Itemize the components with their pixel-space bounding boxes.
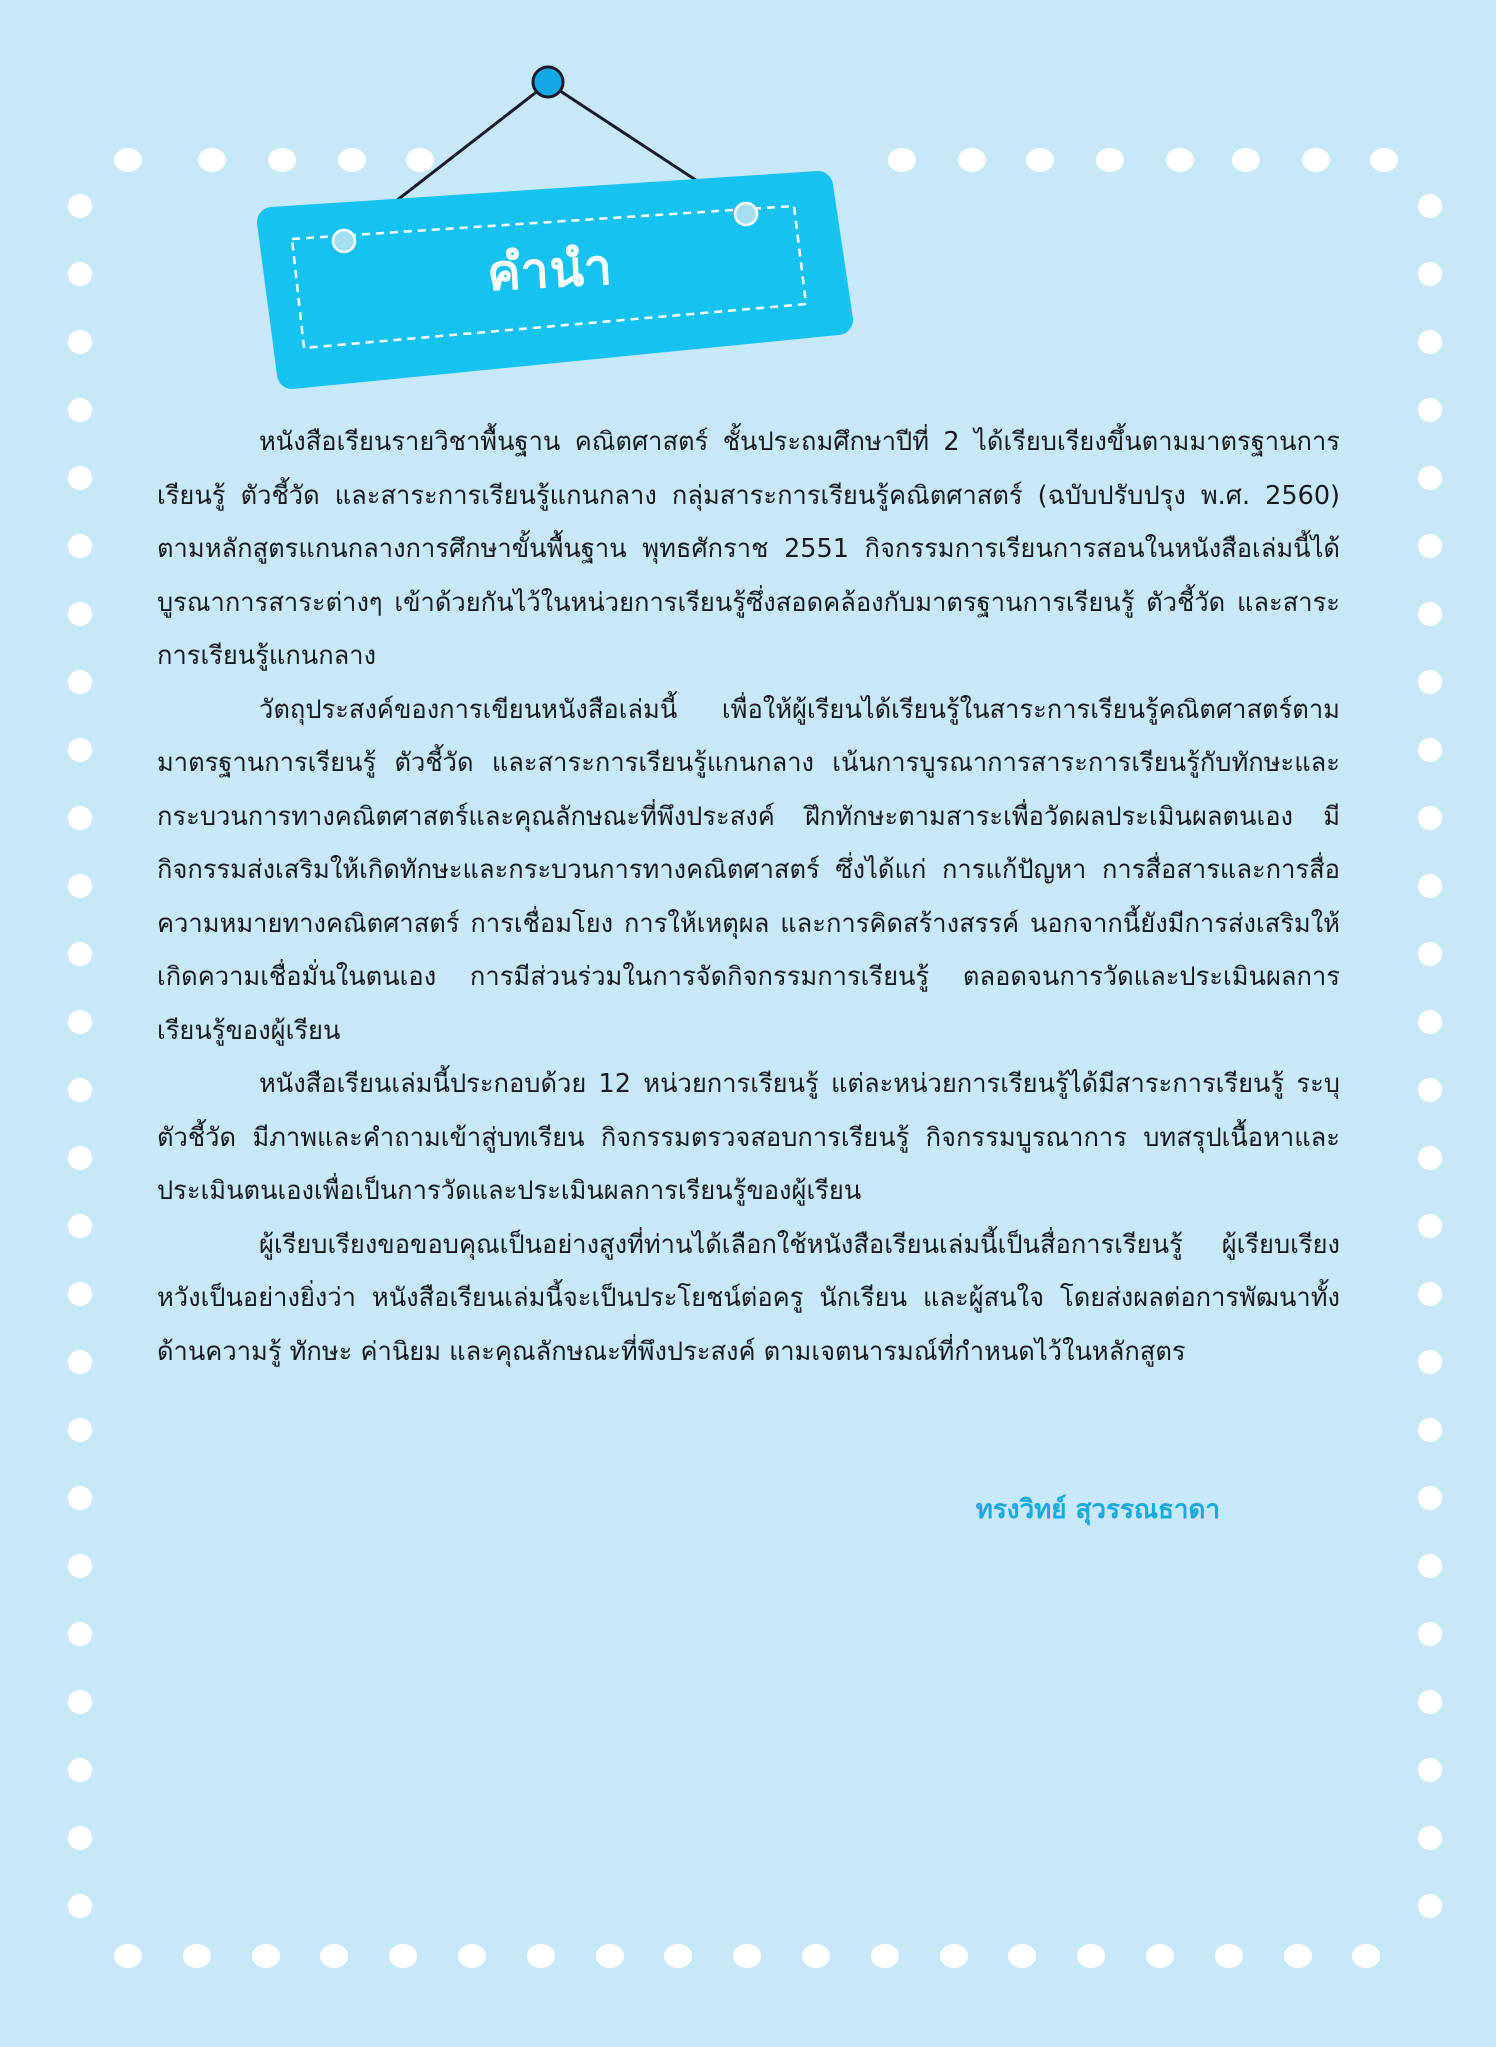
border-dot <box>68 1894 92 1918</box>
border-dot <box>320 1944 348 1968</box>
border-dot <box>1418 602 1442 626</box>
border-dot <box>389 1944 417 1968</box>
border-dot <box>68 1146 92 1170</box>
paragraph-intro: หนังสือเรียนรายวิชาพื้นฐาน คณิตศาสตร์ ชั้นประถมศึกษาปีที่ 2 ได้เรียบเรียงขึ้นตามมาตรฐานการเรียนรู้ ตัวชี้วัด และสาระการเรียนรู้แกนกลาง กลุ่มสาระการเรียนรู้คณิตศาสตร์ (ฉบับปรับปรุง พ.ศ. 2560) ตามหลักสูตรแกนกลางการศึกษาขั้นพื้นฐาน พุทธศักราช 2551 กิจกรรมการเรียนการสอนในหนังสือเล่มนี้ได้บูรณาการสาระต่างๆ เข้าด้วยกันไว้ในหน่วยการเรียนรู้ซึ่งสอดคล้องกับมาตรฐานการเรียนรู้ ตัวชี้วัด และสาระการเรียนรู้แกนกลาง <box>157 427 1340 671</box>
border-dot <box>252 1944 280 1968</box>
paragraph-structure: หนังสือเรียนเล่มนี้ประกอบด้วย 12 หน่วยการเรียนรู้ แต่ละหน่วยการเรียนรู้ได้มีสาระการเรียนรู้ ระบุตัวชี้วัด มีภาพและคำถามเข้าสู่บทเรียน กิจกรรมตรวจสอบการเรียนรู้ กิจกรรมบูรณาการ บทสรุปเนื้อหาและประเมินตนเองเพื่อเป็นการวัดและประเมินผลการเรียนรู้ของผู้เรียน <box>157 1069 1340 1206</box>
border-dot <box>1008 1944 1036 1968</box>
border-dot <box>68 1214 92 1238</box>
border-dot <box>1418 1350 1442 1374</box>
border-dot <box>68 738 92 762</box>
border-dot <box>1418 1554 1442 1578</box>
border-dot <box>1418 534 1442 558</box>
border-dot <box>1418 1146 1442 1170</box>
border-dot <box>1418 466 1442 490</box>
border-dot <box>68 1010 92 1034</box>
border-dot <box>68 602 92 626</box>
border-dot <box>68 1826 92 1850</box>
border-dot <box>68 398 92 422</box>
border-dot <box>1418 398 1442 422</box>
border-dot <box>664 1944 692 1968</box>
preface-body <box>157 416 1340 1379</box>
sign-hole-right <box>735 203 757 225</box>
border-dot <box>1418 942 1442 966</box>
border-dot <box>68 670 92 694</box>
border-dot <box>1418 1622 1442 1646</box>
author-signature: ทรงวิทย์ สุวรรณธาดา <box>975 1495 1220 1525</box>
paragraph-objectives: วัตถุประสงค์ของการเขียนหนังสือเล่มนี้ เพื่อให้ผู้เรียนได้เรียนรู้ในสาระการเรียนรู้คณิตศาสตร์ตามมาตรฐานการเรียนรู้ ตัวชี้วัด และสาระการเรียนรู้แกนกลาง เน้นการบูรณาการสาระการเรียนรู้กับทักษะและกระบวนการทางคณิตศาสตร์และคุณลักษณะที่พึงประสงค์ ฝึกทักษะตามสาระเพื่อวัดผลประเมินผลตนเอง มีกิจกรรมส่งเสริมให้เกิดทักษะและกระบวนการทางคณิตศาสตร์ ซึ่งได้แก่ การแก้ปัญหา การสื่อสารและการสื่อความหมายทางคณิตศาสตร์ การเชื่อมโยง การให้เหตุผล และการคิดสร้างสรรค์ นอกจากนี้ยังมีการส่งเสริมให้เกิดความเชื่อมั่นในตนเอง การมีส่วนร่วมในการจัดกิจกรรมการเรียนรู้ ตลอดจนการวัดและประเมินผลการเรียนรู้ของผู้เรียน <box>157 694 1340 1046</box>
border-dot <box>1215 1944 1243 1968</box>
border-dot <box>68 806 92 830</box>
border-dot <box>1418 1282 1442 1306</box>
border-dot <box>1418 738 1442 762</box>
border-dot <box>1418 1214 1442 1238</box>
paragraph-acknowledgement: ผู้เรียบเรียงขอขอบคุณเป็นอย่างสูงที่ท่านได้เลือกใช้หนังสือเรียนเล่มนี้เป็นสื่อการเรียนรู้ ผู้เรียบเรียงหวังเป็นอย่างยิ่งว่า หนังสือเรียนเล่มนี้จะเป็นประโยชน์ต่อครู นักเรียน และผู้สนใจ โดยส่งผลต่อการพัฒนาทั้งด้านความรู้ ทักษะ ค่านิยม และคุณลักษณะที่พึงประสงค์ ตามเจตนารมณ์ที่กำหนดไว้ในหลักสูตร <box>157 1229 1340 1367</box>
border-dot <box>940 1944 968 1968</box>
border-dot <box>1418 1010 1442 1034</box>
border-dot <box>1418 1690 1442 1714</box>
border-dot <box>114 1944 142 1968</box>
border-dot <box>1146 1944 1174 1968</box>
border-dot <box>458 1944 486 1968</box>
border-dot <box>68 1078 92 1102</box>
border-dot <box>68 942 92 966</box>
border-dot <box>68 1486 92 1510</box>
border-dot <box>68 874 92 898</box>
border-dot <box>68 1418 92 1442</box>
border-dot <box>733 1944 761 1968</box>
border-dot <box>1418 1078 1442 1102</box>
border-dot <box>1284 1944 1312 1968</box>
border-dot <box>68 1690 92 1714</box>
border-dot <box>68 1554 92 1578</box>
border-dot <box>1418 670 1442 694</box>
border-dot <box>68 466 92 490</box>
border-dot <box>1418 1486 1442 1510</box>
border-dot <box>871 1944 899 1968</box>
hanging-nail <box>533 67 563 97</box>
border-dot <box>802 1944 830 1968</box>
border-dot <box>1418 874 1442 898</box>
hanging-sign-graphic <box>0 0 1496 400</box>
page-title: คำนำ <box>485 237 615 303</box>
border-dot <box>68 1282 92 1306</box>
border-dot <box>1352 1944 1380 1968</box>
border-dot <box>68 1758 92 1782</box>
hanging-string-right <box>548 83 714 192</box>
border-dot <box>1077 1944 1105 1968</box>
border-dot <box>68 1622 92 1646</box>
border-dot <box>68 534 92 558</box>
border-dot <box>1418 1894 1442 1918</box>
border-dot <box>1418 806 1442 830</box>
border-dot <box>1418 1758 1442 1782</box>
border-dot <box>596 1944 624 1968</box>
border-dot <box>527 1944 555 1968</box>
border-dot <box>183 1944 211 1968</box>
border-dot <box>1418 1418 1442 1442</box>
sign-hole-left <box>333 230 355 252</box>
border-dot <box>1418 1826 1442 1850</box>
border-dot <box>68 1350 92 1374</box>
